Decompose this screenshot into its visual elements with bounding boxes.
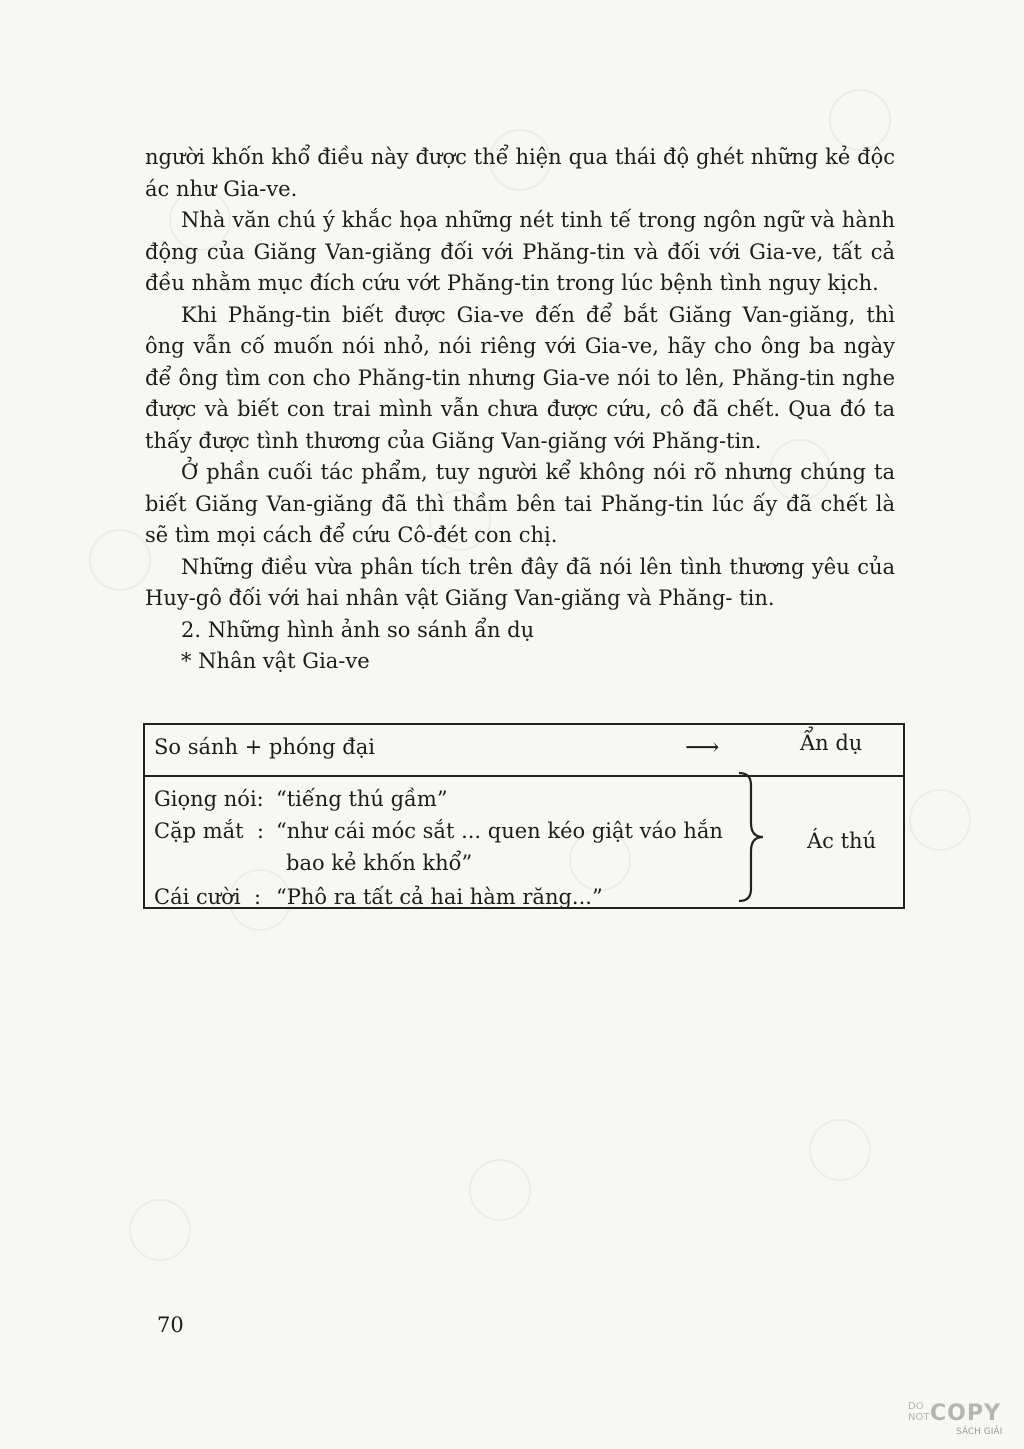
stamp-do: DO	[908, 1401, 924, 1412]
row-voice-label: Giọng nói:	[154, 787, 264, 811]
stamp-copy: COPY	[930, 1401, 1001, 1426]
row-smile-text: “Phô ra tất cả hai hàm răng...”	[276, 885, 603, 909]
paragraph-5: Những điều vừa phân tích trên đây đã nói lên tình thương yêu của Huy-gô đối với hai nhân vật Giăng Van-giăng và Phăng- tin.	[145, 554, 895, 610]
header-comparison: So sánh + phóng đại	[154, 735, 375, 759]
stamp-publisher: SÁCH GIẢI	[956, 1427, 1003, 1437]
curly-brace-icon	[735, 771, 769, 903]
arrow-right-icon: ⟶	[685, 733, 718, 761]
paragraph-2: Nhà văn chú ý khắc họa những nét tinh tế trong ngôn ngữ và hành động của Giăng Van-giăng đối với Phăng-tin và đối với Gia-ve, tất cả đều nhằm mục đích cứu vớt Phăng-tin trong lúc bệnh tình nguy kịch.	[145, 208, 895, 295]
paragraph-3: Khi Phăng-tin biết được Gia-ve đến để bắt Giăng Van-giăng, thì ông vẫn cố muốn nói nhỏ, nói riêng với Gia-ve, hãy cho ông ba ngày để ông tìm con cho Phăng-tin nhưng Gia-ve nói to lên, Phăng-tin nghe được và biết con trai mình vẫn chưa được cứu, cô đã chết. Qua đó ta thấy được tình thương của Giăng Van-giăng với Phăng-tin.	[145, 302, 895, 453]
row-smile-label: Cái cười :	[154, 885, 262, 909]
comparison-table	[143, 723, 905, 909]
section-subheading: * Nhân vật Gia-ve	[181, 649, 370, 673]
page-number: 70	[157, 1313, 184, 1337]
row-voice-text: “tiếng thú gầm”	[276, 787, 448, 811]
row-eyes-label: Cặp mắt :	[154, 819, 265, 843]
paragraph-1: người khốn khổ điều này được thể hiện qua thái độ ghét những kẻ độc ác như Gia-ve.	[145, 145, 895, 201]
header-metaphor: Ẩn dụ	[800, 731, 863, 755]
result-label: Ác thú	[807, 829, 877, 853]
body-text	[145, 142, 895, 678]
stamp-not: NOT	[908, 1412, 930, 1423]
paragraph-4: Ở phần cuối tác phẩm, tuy người kể không nói rõ nhưng chúng ta biết Giăng Van-giăng đã thì thầm bên tai Phăng-tin lúc ấy đã chết là sẽ tìm mọi cách để cứu Cô-đét con chị.	[145, 460, 895, 547]
row-eyes-continuation: bao kẻ khốn khổ”	[286, 851, 473, 875]
table-header	[145, 725, 903, 777]
row-eyes-text: “như cái móc sắt ... quen kéo giật váo hắn	[276, 819, 723, 843]
section-heading: 2. Những hình ảnh so sánh ẩn dụ	[181, 617, 535, 642]
do-not-copy-stamp	[908, 1402, 1010, 1442]
